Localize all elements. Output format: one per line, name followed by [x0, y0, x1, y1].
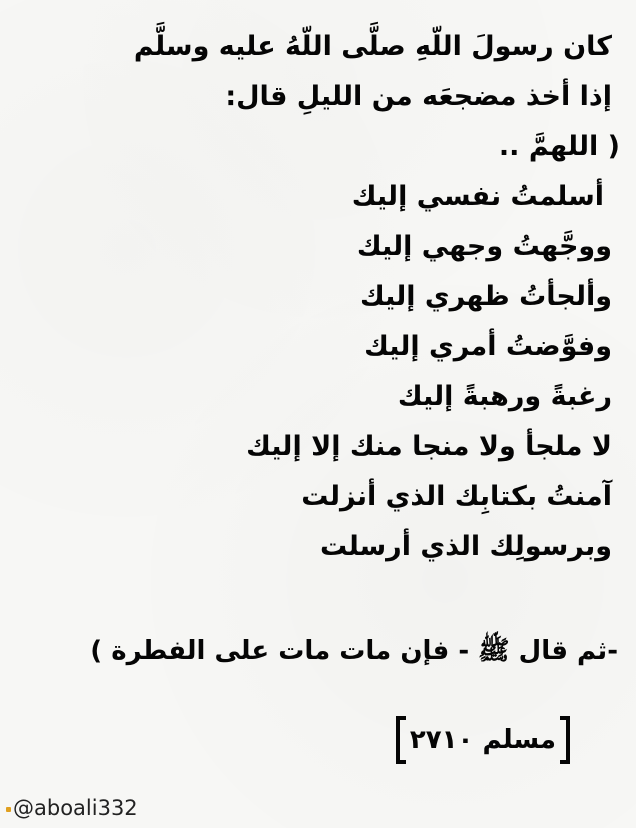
supplication-line-3: وألجأتُ ظهري إليك — [359, 281, 612, 312]
citation-wrapper — [12, 716, 570, 776]
citation-bracket: مسلم ٢٧١٠ — [396, 716, 570, 764]
handle-text: @aboali332 — [13, 796, 138, 820]
supplication-line-5: رغبةً ورهبةً إليك — [397, 381, 612, 412]
intro-line-1: كان رسولَ اللّهِ صلَّى اللّهُ عليه وسلَّم — [133, 31, 612, 62]
supplication-line-6: لا ملجأ ولا منجا منك إلا إليك — [246, 431, 612, 462]
supplication-line-4: وفوَّضتُ أمري إليك — [364, 331, 612, 362]
conclusion-line: -ثم قال ﷺ - فإن مات مات على الفطرة ) — [90, 636, 618, 666]
handle-dot-icon — [6, 807, 11, 812]
supplication-line-7: آمنتُ بكتابِك الذي أنزلت — [301, 481, 612, 512]
intro-line-2: إذا أخذ مضجعَه من الليلِ قال: — [225, 81, 612, 112]
author-handle — [6, 796, 138, 820]
supplication-line-1: أسلمتُ نفسي إليك — [351, 181, 604, 212]
supplication-line-8: وبرسولِك الذي أرسلت — [320, 531, 612, 562]
spacer — [12, 572, 612, 628]
hadith-text-block — [12, 22, 620, 776]
intro-line-3: ( اللهمَّ .. — [498, 131, 620, 162]
supplication-line-2: ووجَّهتُ وجهي إليك — [356, 231, 612, 262]
